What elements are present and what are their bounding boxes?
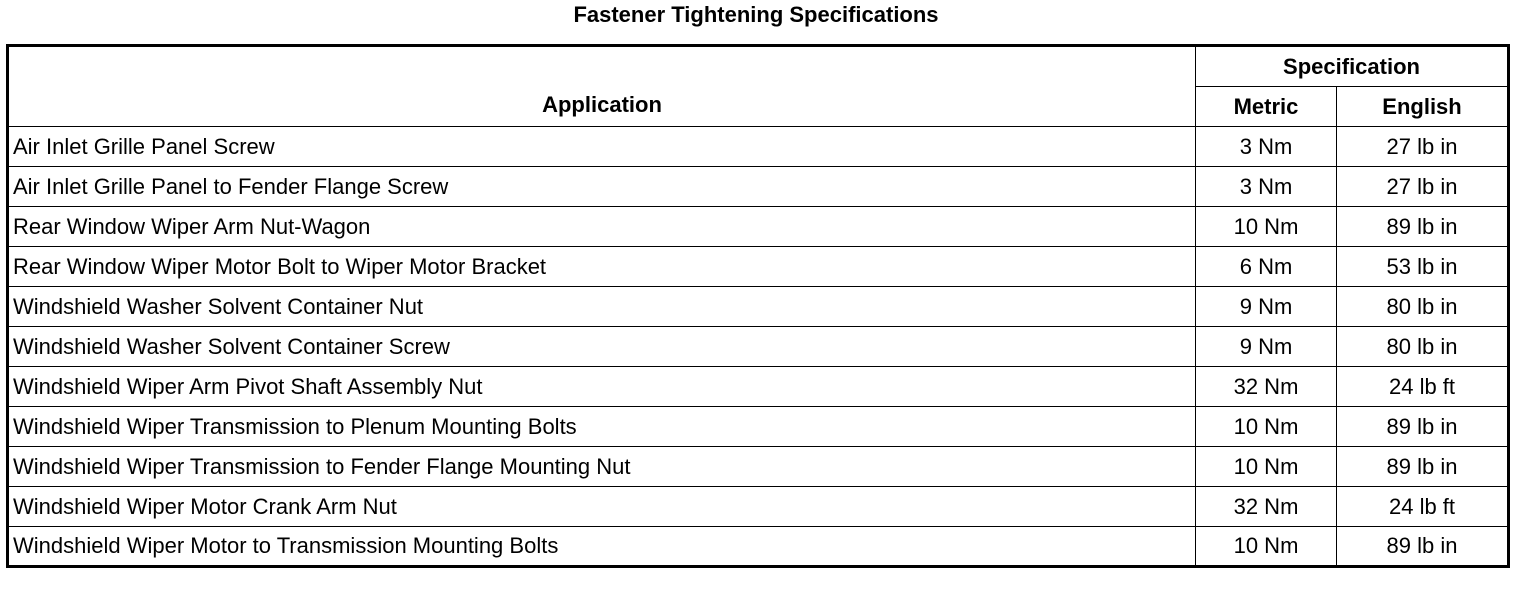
application-cell: Windshield Wiper Motor to Transmission Mounting Bolts (8, 527, 1196, 567)
metric-cell: 32 Nm (1196, 487, 1337, 527)
application-cell: Windshield Wiper Motor Crank Arm Nut (8, 487, 1196, 527)
table-row (8, 327, 1509, 367)
english-cell: 27 lb in (1337, 167, 1509, 207)
metric-cell: 3 Nm (1196, 167, 1337, 207)
table-row (8, 207, 1509, 247)
application-cell: Windshield Washer Solvent Container Screw (8, 327, 1196, 367)
metric-cell: 6 Nm (1196, 247, 1337, 287)
application-cell: Windshield Wiper Arm Pivot Shaft Assembly Nut (8, 367, 1196, 407)
table-row (8, 287, 1509, 327)
metric-cell: 10 Nm (1196, 527, 1337, 567)
table-row (8, 527, 1509, 567)
metric-cell: 10 Nm (1196, 447, 1337, 487)
application-cell: Air Inlet Grille Panel Screw (8, 127, 1196, 167)
metric-cell: 10 Nm (1196, 207, 1337, 247)
application-cell: Rear Window Wiper Motor Bolt to Wiper Motor Bracket (8, 247, 1196, 287)
english-cell: 80 lb in (1337, 327, 1509, 367)
english-cell: 24 lb ft (1337, 367, 1509, 407)
table-title: Fastener Tightening Specifications (573, 2, 939, 27)
metric-cell: 32 Nm (1196, 367, 1337, 407)
english-cell: 80 lb in (1337, 287, 1509, 327)
table-row (8, 407, 1509, 447)
application-cell: Windshield Wiper Transmission to Plenum Mounting Bolts (8, 407, 1196, 447)
metric-cell: 3 Nm (1196, 127, 1337, 167)
table-row (8, 127, 1509, 167)
table-row (8, 367, 1509, 407)
table-row (8, 447, 1509, 487)
header-metric: Metric (1196, 87, 1337, 127)
header-application: Application (8, 46, 1196, 127)
english-cell: 89 lb in (1337, 527, 1509, 567)
fastener-spec-table (6, 44, 1510, 568)
metric-cell: 9 Nm (1196, 327, 1337, 367)
application-cell: Air Inlet Grille Panel to Fender Flange Screw (8, 167, 1196, 207)
english-cell: 89 lb in (1337, 407, 1509, 447)
application-cell: Windshield Washer Solvent Container Nut (8, 287, 1196, 327)
table-body (8, 127, 1509, 567)
application-cell: Windshield Wiper Transmission to Fender Flange Mounting Nut (8, 447, 1196, 487)
english-cell: 89 lb in (1337, 447, 1509, 487)
header-specification: Specification (1196, 46, 1509, 87)
english-cell: 24 lb ft (1337, 487, 1509, 527)
application-cell: Rear Window Wiper Arm Nut-Wagon (8, 207, 1196, 247)
english-cell: 53 lb in (1337, 247, 1509, 287)
metric-cell: 10 Nm (1196, 407, 1337, 447)
table-row (8, 487, 1509, 527)
metric-cell: 9 Nm (1196, 287, 1337, 327)
english-cell: 27 lb in (1337, 127, 1509, 167)
table-row (8, 167, 1509, 207)
table-row (8, 247, 1509, 287)
english-cell: 89 lb in (1337, 207, 1509, 247)
header-english: English (1337, 87, 1509, 127)
